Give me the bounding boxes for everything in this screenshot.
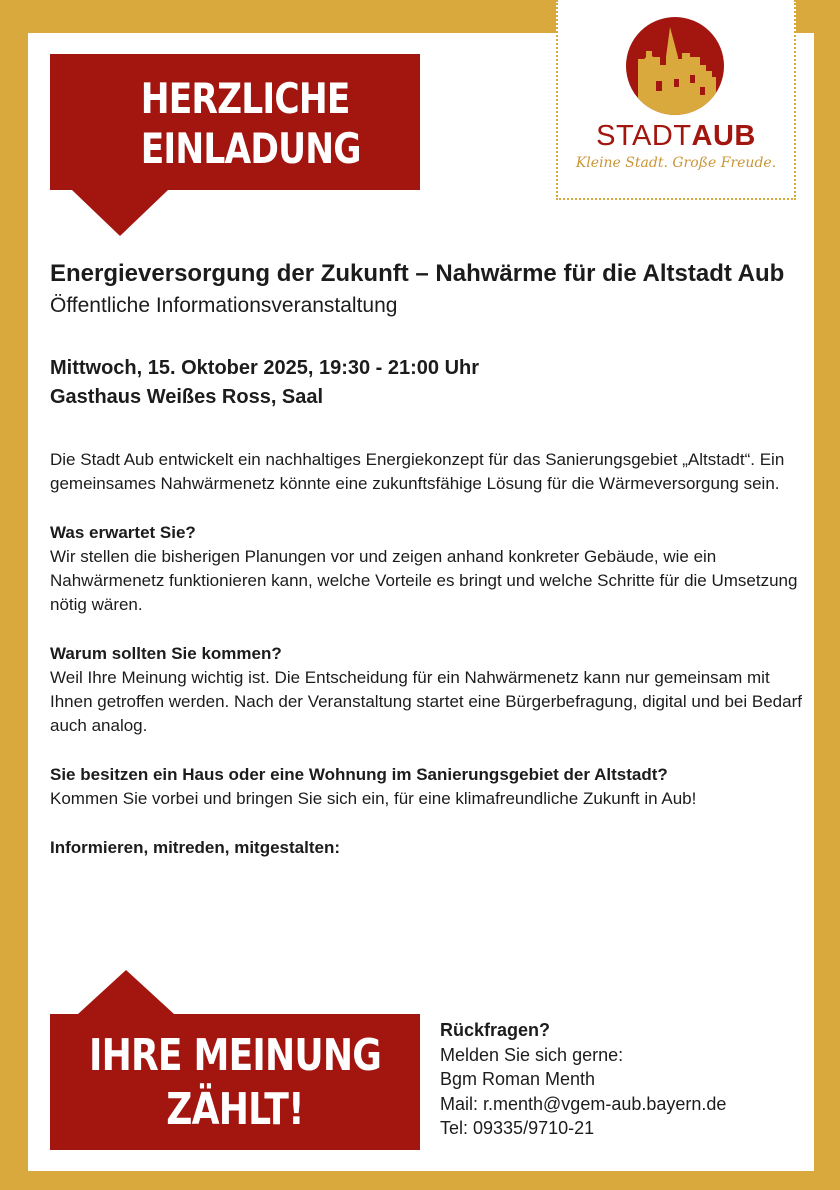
event-date: Mittwoch, 15. Oktober 2025, 19:30 - 21:00 Uhr xyxy=(50,357,480,379)
contact-person: Bgm Roman Menth xyxy=(440,1069,596,1089)
flyer-content xyxy=(50,258,802,860)
event-subtitle: Öffentliche Informationsveranstaltung xyxy=(50,294,398,317)
opinion-banner-line1: IHRE MEINUNG xyxy=(88,1030,382,1081)
contact-email[interactable]: Mail: r.menth@vgem-aub.bayern.de xyxy=(440,1093,727,1114)
logo-wordmark-light: STADT xyxy=(596,120,692,152)
banner-pointer-up xyxy=(78,970,174,1014)
contact-block xyxy=(440,1018,810,1141)
logo-wordmark-bold: AUB xyxy=(691,120,756,152)
event-title: Energieversorgung der Zukunft – Nahwärme für die Altstadt Aub xyxy=(50,260,785,287)
section-text: Kommen Sie vorbei und bringen Sie sich ein, für eine klimafreundliche Zukunft in Aub! xyxy=(50,789,697,808)
opinion-banner xyxy=(50,1014,420,1150)
invitation-banner-line2: EINLADUNG xyxy=(140,124,361,173)
event-venue: Gasthaus Weißes Ross, Saal xyxy=(50,386,324,408)
stadt-aub-logo xyxy=(556,0,796,200)
banner-pointer-down xyxy=(72,190,168,236)
contact-heading: Rückfragen? xyxy=(440,1020,551,1040)
invitation-banner-line1: HERZLICHE xyxy=(140,74,350,123)
town-skyline-icon xyxy=(626,17,724,115)
contact-phone[interactable]: Tel: 09335/9710-21 xyxy=(440,1118,595,1138)
closing-line: Informieren, mitreden, mitgestalten: xyxy=(50,838,340,857)
logo-slogan: Kleine Stadt. Große Freude. xyxy=(575,155,777,171)
section-text: Weil Ihre Meinung wichtig ist. Die Entscheidung für ein Nahwärmenetz kann nur gemeinsam mit Ihnen getroffen werden. Nach der Veranstaltung startet eine Bürgerbefragung, digital und bei Bedarf auch analog. xyxy=(50,668,802,735)
section-heading: Warum sollten Sie kommen? xyxy=(50,644,282,663)
section-heading: Sie besitzen ein Haus oder eine Wohnung im Sanierungsgebiet der Altstadt? xyxy=(50,765,668,784)
section-heading: Was erwartet Sie? xyxy=(50,523,196,542)
section-text: Wir stellen die bisherigen Planungen vor und zeigen anhand konkreter Gebäude, wie ein Nahwärmenetz funktionieren kann, welche Vorteile es bringt und welche Schritte für die Umsetzung nötig wären. xyxy=(50,547,798,614)
intro-text: Die Stadt Aub entwickelt ein nachhaltiges Energiekonzept für das Sanierungsgebiet „Altstadt“. Ein gemeinsames Nahwärmenetz könnte eine zukunftsfähige Lösung für die Wärmeversorgung sein. xyxy=(50,450,785,493)
invitation-banner xyxy=(50,54,420,190)
contact-invite: Melden Sie sich gerne: xyxy=(440,1044,624,1065)
opinion-banner-line2: ZÄHLT! xyxy=(166,1084,304,1135)
logo-wordmark xyxy=(558,120,794,153)
